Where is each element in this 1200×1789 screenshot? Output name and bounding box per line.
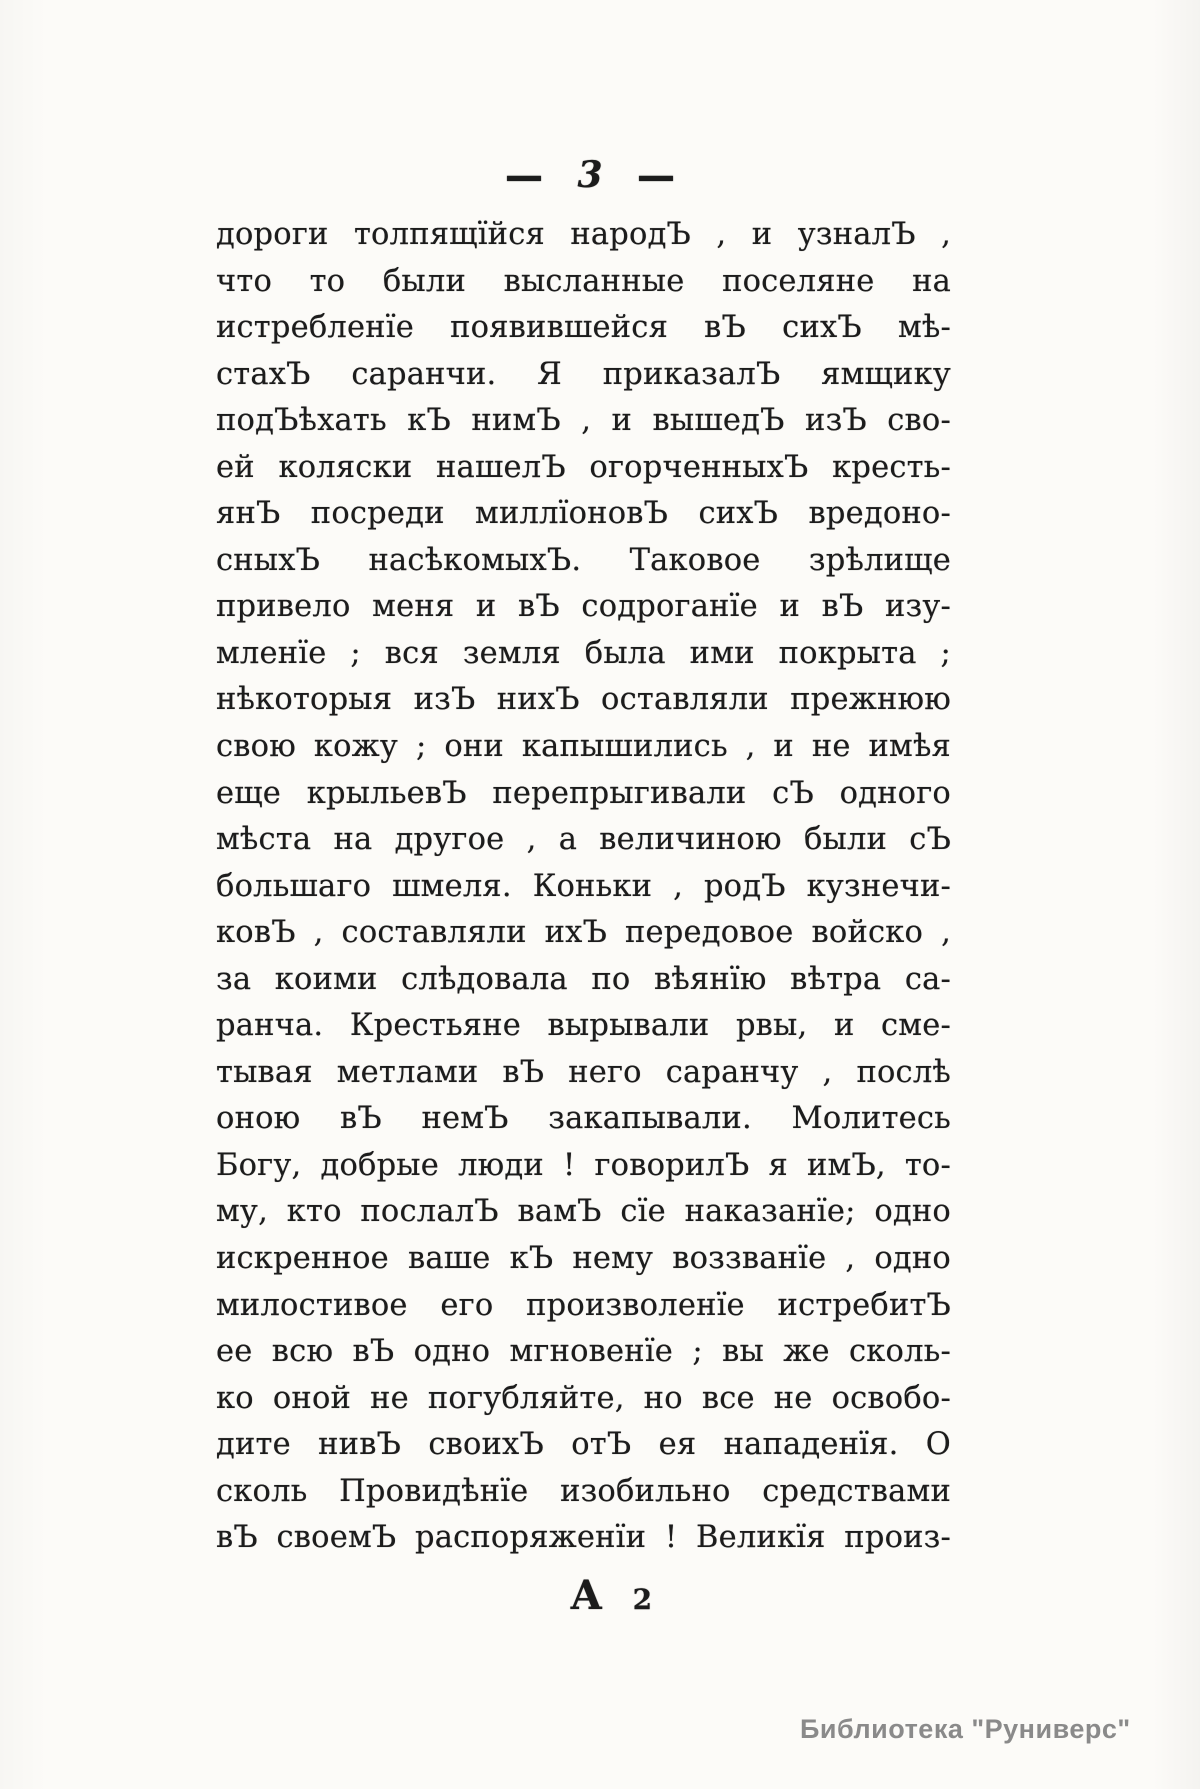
text-line: му, кто послалЪ вамЪ сїе наказанїе; одно bbox=[216, 1194, 951, 1230]
signature-number: 2 bbox=[632, 1583, 653, 1616]
signature-letter: А bbox=[570, 1572, 603, 1619]
text-line: истребленїе появившейся вЪ сихЪ мѣ- bbox=[216, 310, 951, 346]
text-line: нѣкоторыя изЪ нихЪ оставляли прежнюю bbox=[216, 682, 951, 718]
text-line: оною вЪ немЪ закапывали. Молитесь bbox=[216, 1101, 951, 1137]
page-text-block bbox=[216, 212, 951, 1562]
header-rule-right: — bbox=[637, 148, 675, 201]
text-line: вЪ своемЪ распоряженїи ! Великїя произ- bbox=[216, 1520, 951, 1556]
text-line: мѣста на другое , а величиною были сЪ bbox=[216, 822, 951, 858]
text-line: ее всю вЪ одно мгновенїе ; вы же сколь- bbox=[216, 1334, 951, 1370]
text-line: ковЪ , составляли ихЪ передовое войско , bbox=[216, 915, 951, 951]
text-line: милостивое его произволенїе истребитЪ bbox=[216, 1287, 951, 1323]
text-line: свою кожу ; они капышились , и не имѣя bbox=[216, 729, 951, 765]
text-line: еще крыльевЪ перепрыгивали сЪ одного bbox=[216, 775, 951, 811]
text-line: ко оной не погубляйте, но все не освобо- bbox=[216, 1380, 951, 1416]
text-line: подЪѣхать кЪ нимЪ , и вышедЪ изЪ сво- bbox=[216, 403, 951, 439]
text-line: искренное ваше кЪ нему воззванїе , одно bbox=[216, 1241, 951, 1277]
library-watermark: Библиотека "Руниверс" bbox=[800, 1714, 1131, 1744]
page-number-header bbox=[505, 148, 675, 201]
header-rule-left: — bbox=[505, 148, 543, 201]
signature-mark bbox=[570, 1572, 653, 1619]
text-line: привело меня и вЪ содроганїе и вЪ изу- bbox=[216, 589, 951, 625]
text-line: янЪ посреди миллїоновЪ сихЪ вредоно- bbox=[216, 496, 951, 532]
text-line: мленїе ; вся земля была ими покрыта ; bbox=[216, 635, 951, 671]
text-line: Богу, добрые люди ! говорилЪ я имЪ, то- bbox=[216, 1147, 951, 1183]
text-line: дороги толпящїйся народЪ , и узналЪ , bbox=[216, 217, 951, 252]
text-line: дите нивЪ своихЪ отЪ ея нападенїя. О bbox=[216, 1427, 951, 1463]
text-line: что то были высланные поселяне на bbox=[216, 263, 951, 299]
text-line: ей коляски нашелЪ огорченныхЪ кресть- bbox=[216, 449, 951, 485]
text-line: сколь Провидѣнїе изобильно средствами bbox=[216, 1473, 951, 1509]
text-line: большаго шмеля. Коньки , родЪ кузнечи- bbox=[216, 868, 951, 904]
page-number: 3 bbox=[577, 154, 603, 196]
text-line: за коими слѣдовала по вѣянїю вѣтра са- bbox=[216, 961, 951, 997]
text-line: ранча. Крестьяне вырывали рвы, и сме- bbox=[216, 1008, 951, 1044]
text-line: сныхЪ насѣкомыхЪ. Таковое зрѣлище bbox=[216, 542, 951, 578]
text-line: стахЪ саранчи. Я приказалЪ ямщику bbox=[216, 356, 951, 392]
text-line: тывая метлами вЪ него саранчу , послѣ bbox=[216, 1054, 951, 1090]
